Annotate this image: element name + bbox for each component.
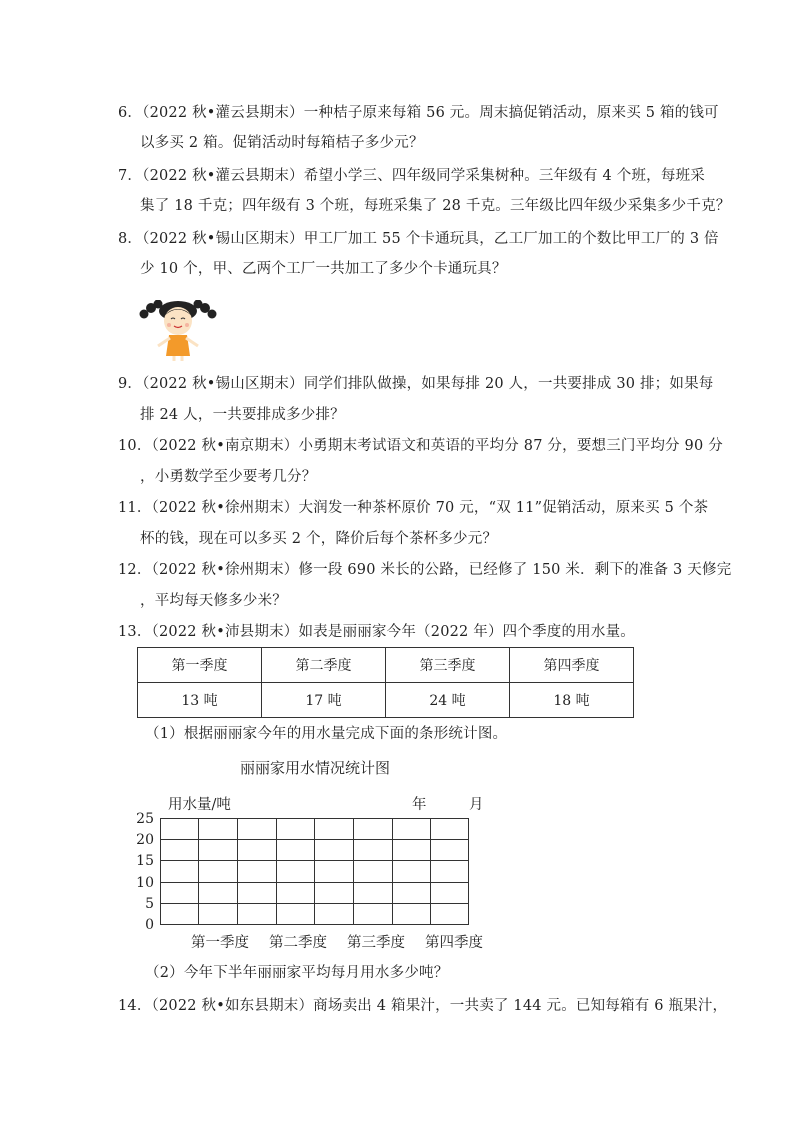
- q7-line1: 7．（2022 秋•灌云县期末）希望小学三、四年级同学采集树种。三年级有 4 个班，每班采: [118, 168, 705, 184]
- water-usage-table: [137, 647, 634, 718]
- q6-line2: 以多买 2 箱。促销活动时每箱桔子多少元？: [140, 135, 424, 151]
- q11-line2: 杯的钱，现在可以多买 2 个，降价后每个茶杯多少元？: [140, 531, 498, 547]
- table-cell: 18 吨: [510, 683, 634, 718]
- q12-line2: ，平均每天修多少米？: [140, 593, 287, 609]
- q9-line1: 9．（2022 秋•锡山区期末）同学们排队做操，如果每排 20 人，一共要排成 30 排；如果每: [118, 376, 714, 392]
- q7-line2: 集了 18 千克；四年级有 3 个班，每班采集了 28 千克。三年级比四年级少采集多少千克？: [140, 198, 731, 214]
- q8-line2: 少 10 个，甲、乙两个工厂一共加工了多少个卡通玩具？: [140, 261, 507, 277]
- x-category-label: 第二季度: [269, 935, 327, 951]
- y-tick-label: 5: [145, 896, 154, 912]
- x-category-label: 第三季度: [347, 935, 405, 951]
- cartoon-girl-image: [138, 300, 220, 362]
- x-category-label: 第一季度: [191, 935, 249, 951]
- chart-y-axis-label: 用水量/吨: [168, 797, 231, 813]
- q10-line1: 10．（2022 秋•南京期末）小勇期末考试语文和英语的平均分 87 分，要想三门平均分 90 分: [118, 438, 723, 454]
- table-cell: 24 吨: [386, 683, 510, 718]
- q14-line1: 14．（2022 秋•如东县期末）商场卖出 4 箱果汁，一共卖了 144 元。已知每箱有 6 瓶果汁，: [118, 998, 728, 1014]
- chart-title: 丽丽家用水情况统计图: [240, 759, 391, 777]
- table-row: [138, 683, 634, 718]
- y-tick-label: 25: [136, 811, 154, 827]
- table-header-cell: 第四季度: [510, 648, 634, 683]
- q13-line1: 13．（2022 秋•沛县期末）如表是丽丽家今年（2022 年）四个季度的用水量。: [118, 624, 635, 640]
- q12-line1: 12．（2022 秋•徐州期末）修一段 690 米长的公路，已经修了 150 米．剩下的准备 3 天修完: [118, 562, 732, 578]
- q8-line1: 8．（2022 秋•锡山区期末）甲工厂加工 55 个卡通玩具，乙工厂加工的个数比甲工厂的 3 倍: [118, 231, 719, 247]
- chart-month-label: 月: [469, 797, 484, 813]
- table-header-row: [138, 648, 634, 683]
- y-tick-label: 15: [136, 853, 154, 869]
- q10-line2: ，小勇数学至少要考几分？: [140, 469, 317, 485]
- q6-line1: 6．（2022 秋•灌云县期末）一种桔子原来每箱 56 元。周末搞促销活动，原来买 5 箱的钱可: [118, 105, 719, 121]
- q13-sub2: （2）今年下半年丽丽家平均每月用水多少吨？: [145, 965, 449, 981]
- table-cell: 13 吨: [138, 683, 262, 718]
- table-header-cell: 第一季度: [138, 648, 262, 683]
- q11-line1: 11．（2022 秋•徐州期末）大润发一种茶杯原价 70 元，“双 11”促销活动，原来买 5 个茶: [118, 500, 709, 516]
- q9-line2: 排 24 人，一共要排成多少排？: [140, 407, 345, 423]
- y-tick-label: 10: [136, 875, 154, 891]
- y-tick-label: 20: [136, 832, 154, 848]
- x-category-label: 第四季度: [425, 935, 483, 951]
- table-header-cell: 第二季度: [262, 648, 386, 683]
- q13-sub1: （1）根据丽丽家今年的用水量完成下面的条形统计图。: [145, 726, 508, 742]
- y-tick-label: 0: [145, 917, 154, 933]
- chart-grid: [160, 818, 469, 925]
- chart-year-label: 年: [412, 797, 427, 813]
- table-header-cell: 第三季度: [386, 648, 510, 683]
- table-cell: 17 吨: [262, 683, 386, 718]
